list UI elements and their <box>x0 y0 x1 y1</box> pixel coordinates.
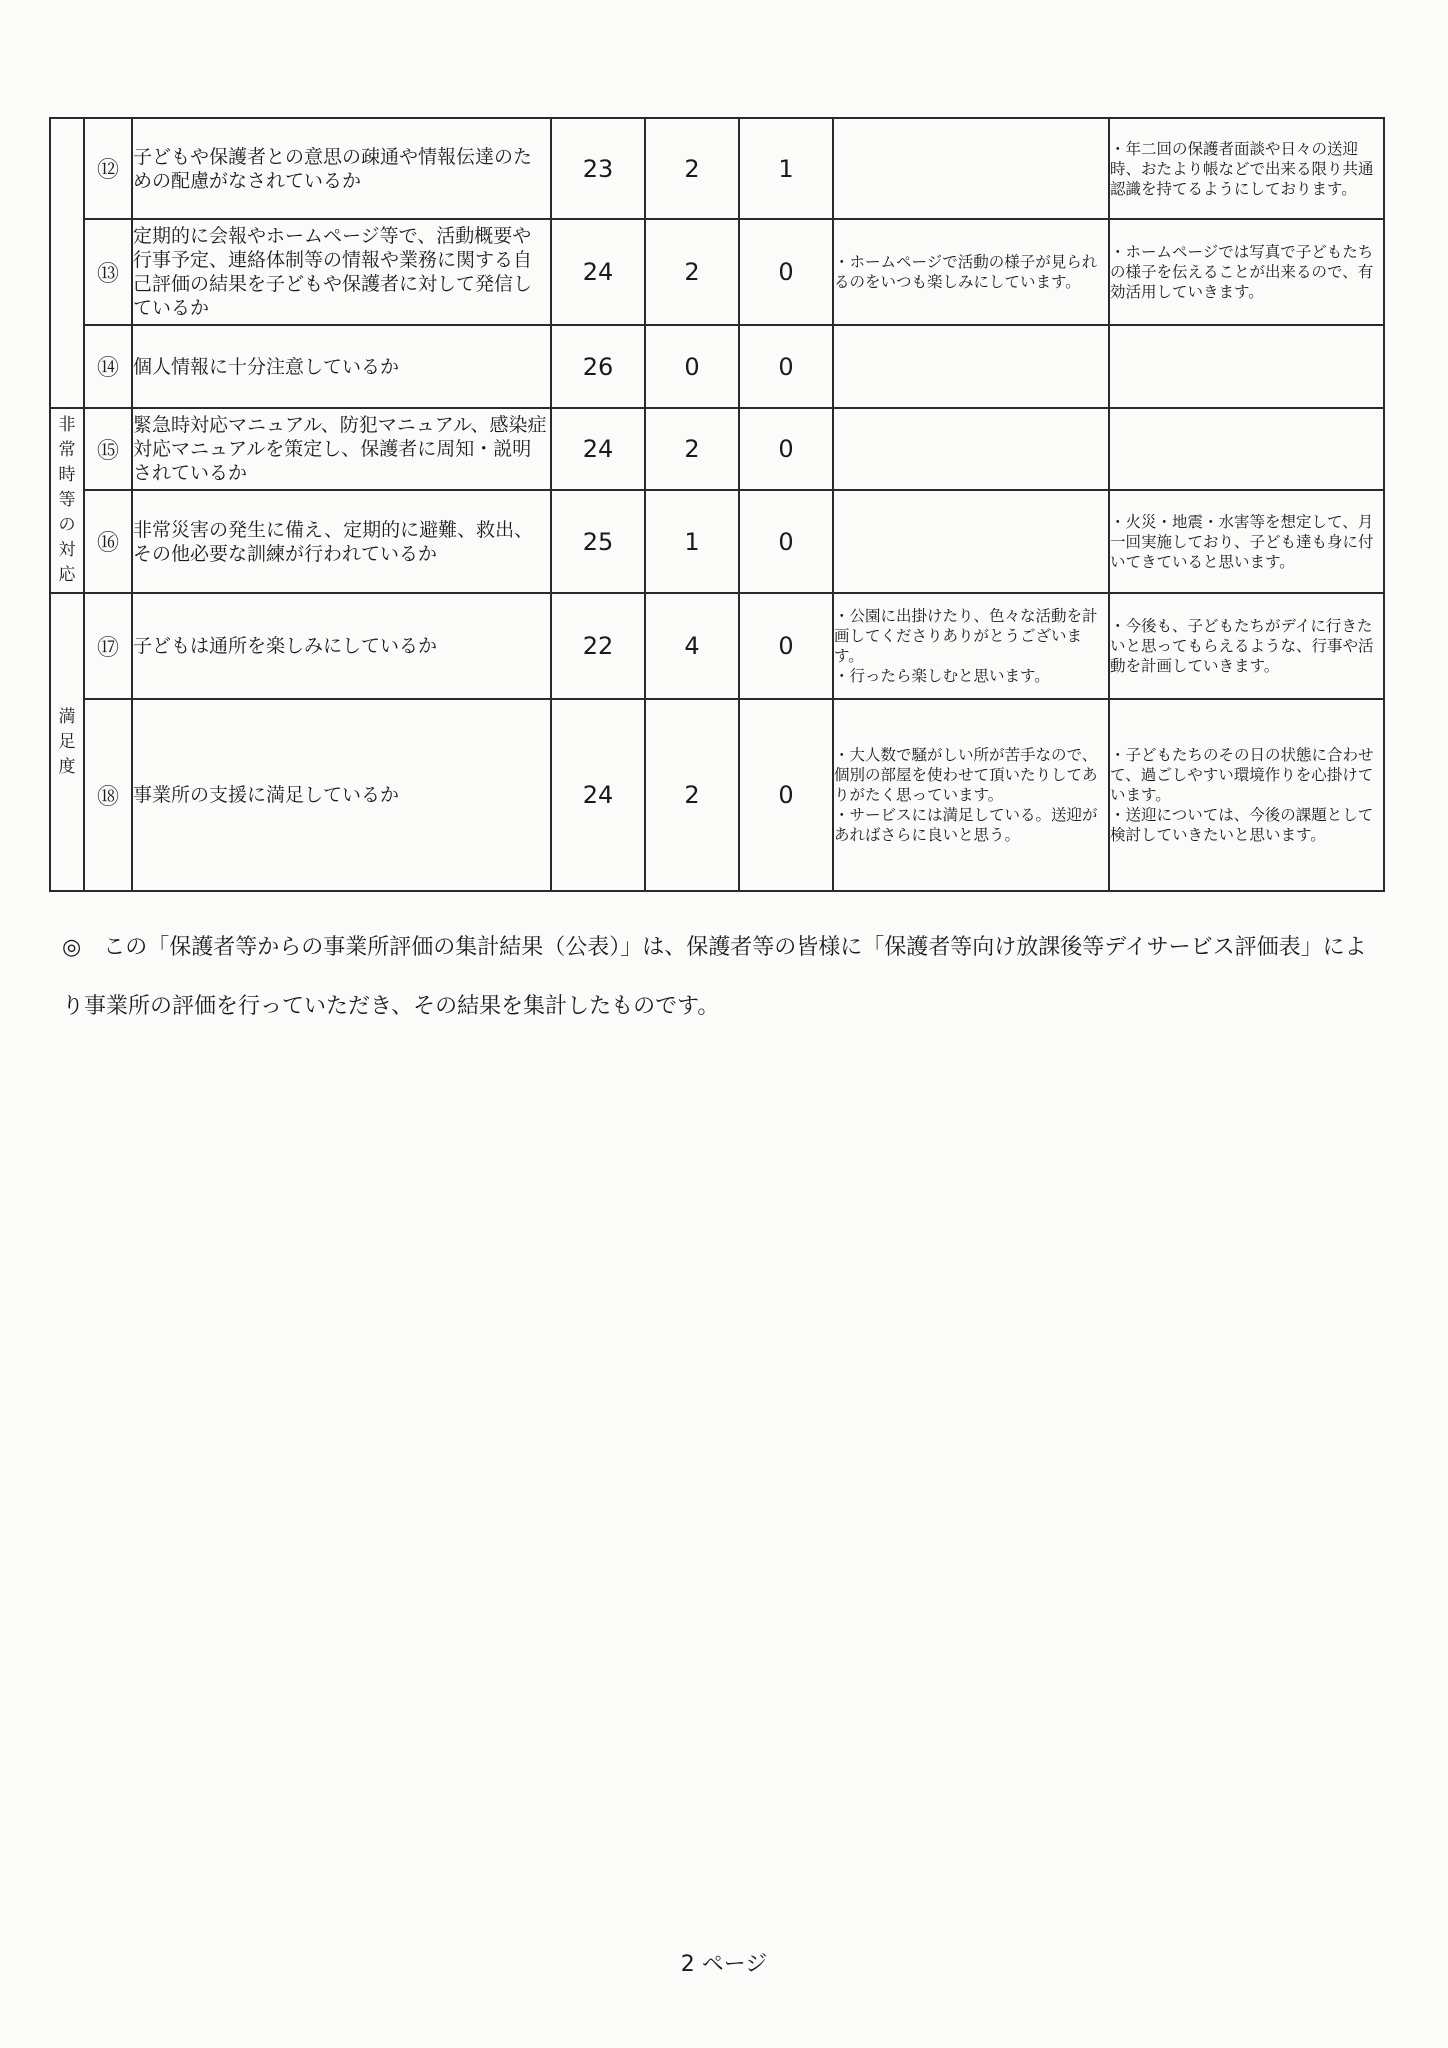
count-no: 1 <box>739 118 833 219</box>
evaluation-table <box>49 117 1385 892</box>
count-yes: 26 <box>551 325 645 408</box>
item-number: ⑫ <box>84 118 132 219</box>
count-yes: 24 <box>551 699 645 891</box>
question-text: 緊急時対応マニュアル、防犯マニュアル、感染症対応マニュアルを策定し、保護者に周知・説明されているか <box>132 408 551 490</box>
count-unknown: 2 <box>645 219 739 325</box>
item-number: ⑮ <box>84 408 132 490</box>
item-number: ⑭ <box>84 325 132 408</box>
table-row <box>50 408 1384 490</box>
count-no: 0 <box>739 490 833 593</box>
facility-comment: ・今後も、子どもたちがデイに行きたいと思ってもらえるような、行事や活動を計画していきます。 <box>1109 593 1384 699</box>
item-number: ⑯ <box>84 490 132 593</box>
table-row <box>50 325 1384 408</box>
count-unknown: 1 <box>645 490 739 593</box>
table-row <box>50 593 1384 699</box>
count-yes: 24 <box>551 219 645 325</box>
question-text: 子どもや保護者との意思の疎通や情報伝達のための配慮がなされているか <box>132 118 551 219</box>
category-cell: 非常時等の対応 <box>50 408 84 593</box>
table-row <box>50 219 1384 325</box>
question-text: 事業所の支援に満足しているか <box>132 699 551 891</box>
item-number: ⑱ <box>84 699 132 891</box>
question-text: 非常災害の発生に備え、定期的に避難、救出、その他必要な訓練が行われているか <box>132 490 551 593</box>
count-yes: 23 <box>551 118 645 219</box>
count-no: 0 <box>739 219 833 325</box>
count-unknown: 0 <box>645 325 739 408</box>
question-text: 子どもは通所を楽しみにしているか <box>132 593 551 699</box>
parent-comment <box>833 325 1109 408</box>
parent-comment: ・ホームページで活動の様子が見られるのをいつも楽しみにしています。 <box>833 219 1109 325</box>
question-text: 個人情報に十分注意しているか <box>132 325 551 408</box>
page-number: 2 ページ <box>680 1952 768 1977</box>
table-row <box>50 118 1384 219</box>
count-yes: 25 <box>551 490 645 593</box>
count-no: 0 <box>739 408 833 490</box>
facility-comment: ・子どもたちのその日の状態に合わせて、過ごしやすい環境作りを心掛けています。 ・送迎については、今後の課題として検討していきたいと思います。 <box>1109 699 1384 891</box>
parent-comment: ・公園に出掛けたり、色々な活動を計画してくださりありがとうございます。 ・行ったら楽しむと思います。 <box>833 593 1109 699</box>
facility-comment <box>1109 408 1384 490</box>
category-cell: 満足度 <box>50 593 84 891</box>
parent-comment <box>833 490 1109 593</box>
count-unknown: 4 <box>645 593 739 699</box>
table-row <box>50 490 1384 593</box>
facility-comment: ・ホームページでは写真で子どもたちの様子を伝えることが出来るので、有効活用していきます。 <box>1109 219 1384 325</box>
table-row <box>50 699 1384 891</box>
count-yes: 22 <box>551 593 645 699</box>
facility-comment: ・年二回の保護者面談や日々の送迎時、おたより帳などで出来る限り共通認識を持てるようにしております。 <box>1109 118 1384 219</box>
count-yes: 24 <box>551 408 645 490</box>
category-cell <box>50 118 84 408</box>
facility-comment: ・火災・地震・水害等を想定して、月一回実施しており、子ども達も身に付いてきていると思います。 <box>1109 490 1384 593</box>
item-number: ⑰ <box>84 593 132 699</box>
parent-comment <box>833 408 1109 490</box>
parent-comment: ・大人数で騒がしい所が苦手なので、個別の部屋を使わせて頂いたりしてありがたく思っています。 ・サービスには満足している。送迎があればさらに良いと思う。 <box>833 699 1109 891</box>
count-unknown: 2 <box>645 118 739 219</box>
footnote: ◎ この「保護者等からの事業所評価の集計結果（公表）」は、保護者等の皆様に「保護者等向け放課後等デイサービス評価表」により事業所の評価を行っていただき、その結果を集計したものです。 <box>62 935 1367 1019</box>
count-no: 0 <box>739 325 833 408</box>
count-unknown: 2 <box>645 408 739 490</box>
question-text: 定期的に会報やホームページ等で、活動概要や行事予定、連絡体制等の情報や業務に関する自己評価の結果を子どもや保護者に対して発信しているか <box>132 219 551 325</box>
parent-comment <box>833 118 1109 219</box>
count-no: 0 <box>739 593 833 699</box>
item-number: ⑬ <box>84 219 132 325</box>
facility-comment <box>1109 325 1384 408</box>
count-unknown: 2 <box>645 699 739 891</box>
count-no: 0 <box>739 699 833 891</box>
